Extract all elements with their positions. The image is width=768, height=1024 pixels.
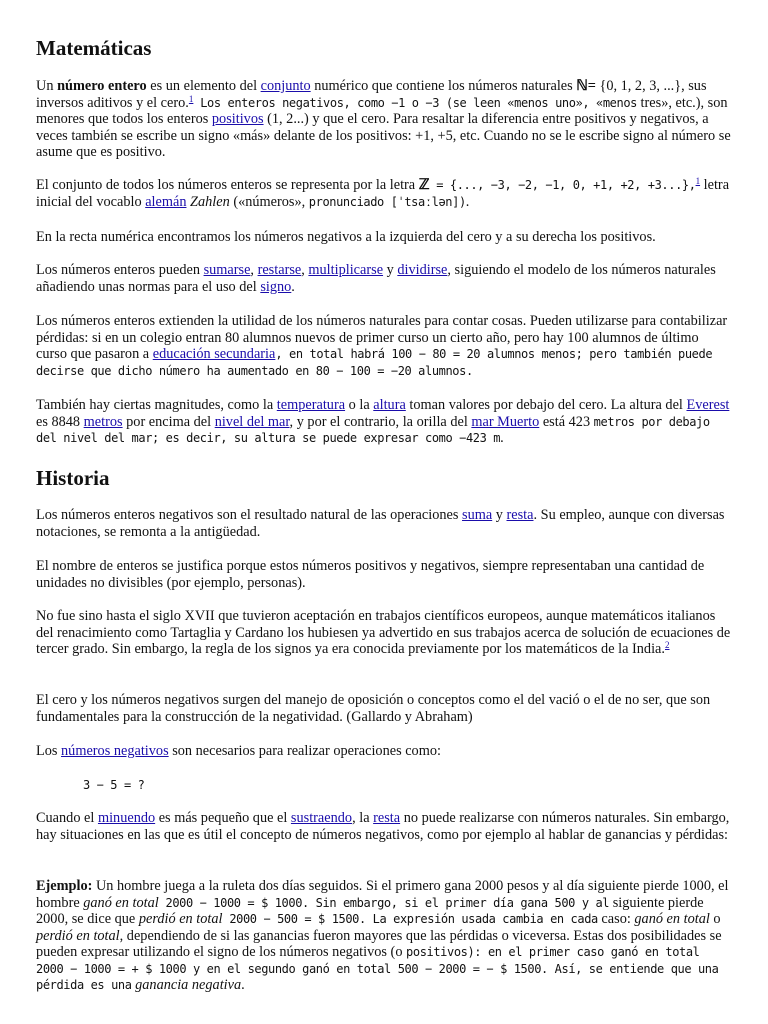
text: y (492, 507, 507, 523)
equation-text: 3 − 5 = ? (83, 778, 145, 792)
text: («números», (229, 193, 309, 210)
text: pronunciado [ˈtsaːlən]) (308, 194, 466, 209)
text: , siguiendo el modelo de los números naturales añadiendo unas normas para el uso del (36, 262, 716, 295)
text: = {..., −3, −2, −1, 0, +1, +2, +3...}, (429, 178, 696, 192)
link-positivos[interactable]: positivos (211, 111, 264, 127)
link-educacion-secundaria[interactable]: educación secundaria (152, 346, 276, 362)
paragraph-negatives (36, 743, 732, 760)
text: Un hombre juega a la ruleta dos días seguidos. Si el primero gana 2000 pesos y al día siguiente pierde 1000, el hombre (36, 878, 729, 911)
text: No fue sino hasta el siglo XVII que tuvieron aceptación en trabajos científicos europeos, aunque matemáticos italianos del renacimiento como Tartaglia y Cardano los hubiesen ya advertido en sus trabajos acerca de solución de ecuaciones de tercer grado. Sin embargo, la regla de los signos ya era conocida previamente por los matemáticos de la India. (36, 608, 731, 657)
text: . (291, 278, 295, 295)
example-label: Ejemplo: (36, 878, 93, 894)
text: es un elemento del (146, 78, 261, 94)
equation (83, 777, 283, 794)
link-signo[interactable]: signo (260, 278, 292, 295)
integers-symbol: ℤ (418, 177, 430, 193)
paragraph-number-line (36, 229, 732, 246)
bold-term: número entero (57, 78, 147, 94)
text: (1, 2...) y que el cero. Para resaltar la diferencia entre positivos y negativos, a veces también se escribe un signo «más» delante de los positivos: +1, +5, etc. Cuando no se le escribe signo al número se asume que es positivo. (36, 111, 731, 160)
paragraph-zero (36, 692, 732, 725)
text: no puede realizarse con números naturales. Sin embargo, hay situaciones en las que es útil el concepto de números negativos, como por ejemplo al hablar de ganancias y pérdidas: (36, 810, 730, 843)
text: y (383, 262, 398, 278)
text: toman valores por debajo del cero. La altura del (405, 397, 687, 413)
text: 2000 − 1000 = $ 1000. Sin embargo, si el primer día gana 500 y al (158, 895, 610, 910)
text: El conjunto de todos los números enteros se representa por la letra (36, 177, 419, 193)
paragraph-name (36, 558, 732, 591)
text: o la (345, 397, 374, 413)
paragraph-notation (36, 177, 732, 210)
paragraph-definition (36, 78, 732, 161)
link-resta[interactable]: resta (506, 507, 534, 523)
text: metros por debajo del nivel del mar; es decir, su altura se puede expresar como −423 m (36, 414, 710, 445)
text: , (250, 262, 258, 278)
link-nivel-del-mar[interactable]: nivel del mar (214, 413, 290, 430)
link-everest[interactable]: Everest (686, 397, 730, 413)
text: . (465, 193, 470, 210)
footnote-ref[interactable]: 2 (664, 640, 670, 650)
paragraph-history (36, 608, 732, 658)
link-temperatura[interactable]: temperatura (276, 397, 346, 413)
text: El nombre de enteros se justifica porque estos números positivos y negativos, siempre representaban una cantidad de unidades no divisibles (por ejemplo, personas). (36, 558, 705, 591)
italic-term: ganó en total (83, 894, 159, 911)
text: 2000 − 500 = $ 1500. La expresión usada cambia en cada (222, 912, 598, 926)
link-multiplicarse[interactable]: multiplicarse (308, 262, 384, 278)
section-heading-historia: Historia (36, 466, 110, 490)
text: positivos): en el primer caso ganó en total 2000 − 1000 = + $ 1000 y en el segundo ganó en total 500 − 2000 = − $ 1500. Así, se entiende que una pérdida es una (36, 945, 719, 992)
italic-term: perdió en total (138, 911, 223, 927)
text: En la recta numérica encontramos los números negativos a la izquierda del cero y a su derecha los positivos. (36, 229, 656, 245)
text: , (301, 262, 309, 278)
link-minuendo[interactable]: minuendo (97, 810, 156, 826)
paragraph-operations (36, 262, 732, 295)
text: es más pequeño que el (155, 810, 291, 826)
italic-term: perdió en total (36, 927, 120, 944)
text: son necesarios para realizar operaciones como: (168, 743, 441, 759)
text: Un (36, 78, 58, 94)
text: , y por el contrario, la orilla del (289, 413, 472, 430)
footnote-ref[interactable]: 1 (188, 93, 194, 104)
text: . (500, 430, 504, 446)
link-metros[interactable]: metros (83, 413, 123, 430)
text: . (241, 977, 245, 993)
link-conjunto[interactable]: conjunto (260, 78, 311, 94)
paragraph-origin (36, 507, 732, 540)
text: Los números enteros negativos son el resultado natural de las operaciones (36, 507, 463, 523)
text: Cuando el (36, 810, 98, 826)
link-mar-muerto[interactable]: mar Muerto (471, 413, 540, 430)
paragraph-magnitudes (36, 397, 732, 447)
text: por encima del (122, 413, 215, 430)
link-restarse[interactable]: restarse (257, 262, 302, 278)
text: . Su empleo, aunque con diversas notaciones, se remonta a la antigüedad. (36, 507, 725, 540)
text: Los números enteros extienden la utilidad de los números naturales para contar cosas. Pueden utilizarse para contabilizar pérdidas: si en un colegio entran 80 alumnos nuevos de primer curso un cierto año, pero hay 100 alumnos de último curso que pasaron a (36, 313, 728, 362)
text: numérico que contiene los números naturales (310, 78, 577, 94)
italic-term: Zahlen (190, 193, 230, 210)
text: , en total habrá 100 − 80 = 20 alumnos menos; pero también puede decirse que dicho número ha aumentado en 80 − 100 = −20 alumnos. (36, 347, 713, 378)
link-sumarse[interactable]: sumarse (203, 262, 251, 278)
text: Los números enteros pueden (36, 262, 204, 278)
paragraph-example (36, 878, 732, 994)
naturals-symbol: ℕ= (576, 78, 596, 94)
paragraph-subtraction (36, 810, 732, 843)
text: El cero y los números negativos surgen del manejo de oposición o conceptos como el del vació o el de no ser, que son fundamentales para la construcción de la negatividad. (Gallardo y Abraham) (36, 692, 711, 725)
text: Los enteros negativos, como −1 o −3 (se leen «menos uno», «menos (193, 95, 637, 110)
text: o (709, 911, 721, 927)
text: letra inicial del vocablo (36, 177, 730, 210)
text: , la (352, 810, 374, 826)
italic-term: ganancia negativa (135, 977, 242, 993)
italic-term: ganó en total (634, 911, 710, 927)
text: está 423 (539, 413, 594, 430)
footnote-ref[interactable]: 1 (695, 176, 701, 186)
text: es 8848 (36, 413, 84, 430)
link-numeros-negativos[interactable]: números negativos (61, 743, 169, 759)
text: {0, 1, 2, 3, ...}, sus inversos aditivos y el cero. (36, 78, 707, 111)
link-aleman[interactable]: alemán (145, 193, 187, 210)
text: tres», etc.), son menores que todos los enteros (36, 94, 728, 127)
text: , dependiendo de si las ganancias fueron mayores que las pérdidas o viceversa. Estas dos posibilidades se pueden expresar utilizando el signo de los números negativos (o (36, 927, 722, 960)
link-suma[interactable]: suma (462, 507, 493, 523)
link-sustraendo[interactable]: sustraendo (290, 810, 353, 826)
text: siguiente pierde 2000, se dice que (36, 894, 704, 927)
text: También hay ciertas magnitudes, como la (36, 397, 277, 413)
text: Los (36, 743, 62, 759)
paragraph-counting (36, 313, 732, 379)
link-altura[interactable]: altura (373, 397, 406, 413)
section-heading-matematicas: Matemáticas (36, 36, 152, 60)
text: caso: (597, 911, 635, 927)
link-dividirse[interactable]: dividirse (397, 262, 448, 278)
link-resta[interactable]: resta (373, 810, 401, 826)
